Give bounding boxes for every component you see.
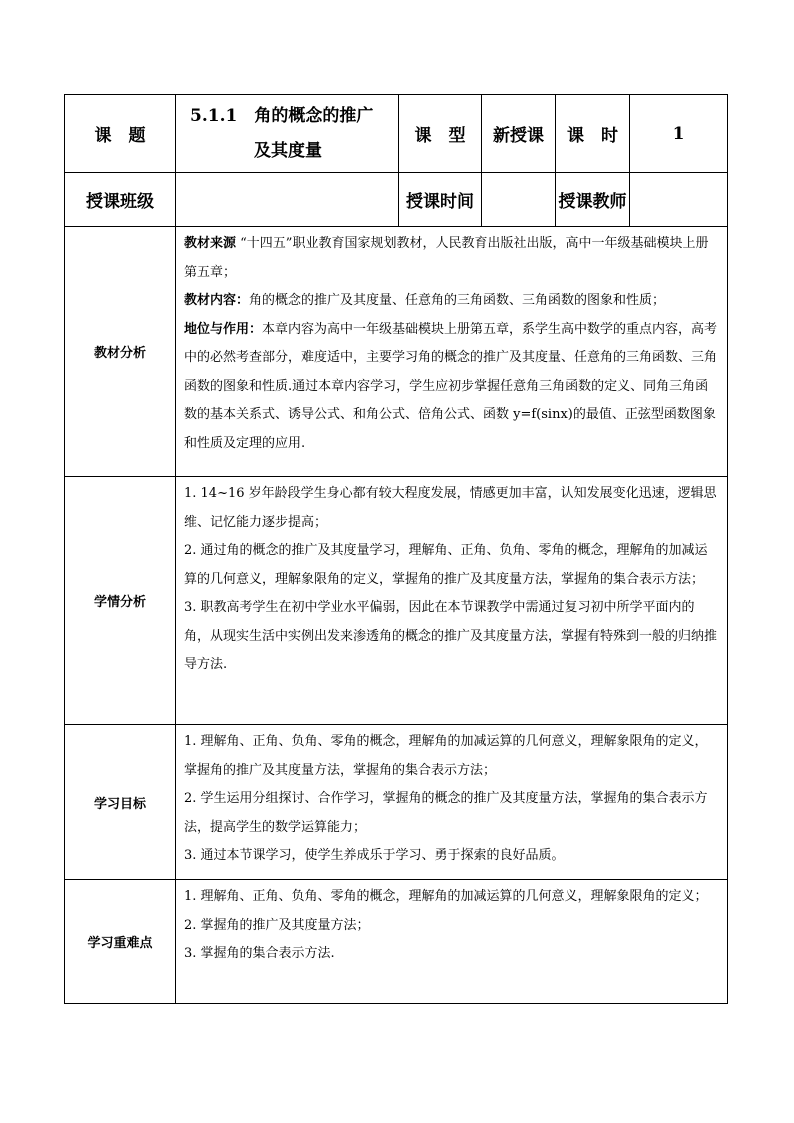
class-info-row — [65, 173, 728, 227]
lesson-plan-table — [64, 94, 728, 1004]
ke-xing-label: 课 型 — [399, 95, 482, 173]
teacher-value — [630, 173, 728, 227]
ke-shi-value: 1 — [630, 95, 728, 173]
objectives-row — [65, 725, 728, 880]
teacher-label: 授课教师 — [556, 173, 630, 227]
objective-item: 1. 理解角、正角、负角、零角的概念，理解角的加减运算的几何意义，理解象限角的定义，掌握角的推广及其度量方法，掌握角的集合表示方法； — [184, 734, 708, 778]
textbook-source-text: “十四五”职业教育国家规划教材，人民教育出版社出版，高中一年级基础模块上册第五章； — [184, 236, 709, 280]
class-value — [176, 173, 399, 227]
student-analysis-row — [65, 477, 728, 725]
textbook-role-text: 本章内容为高中一年级基础模块上册第五章，系学生高中数学的重点内容，高考中的必然考查部分，难度适中，主要学习角的概念的推广及其度量、任意角的三角函数、三角函数的图象和性质.通过本章内容学习，学生应初步掌握任意角三角函数的定义、同角三角函数的基本关系式、诱导公式、和角公式、倍角公式、函数 y=f(sinx)的最值、正弦型函数图象和性质及定理的应用. — [184, 321, 718, 451]
key-points-label: 学习重难点 — [65, 880, 176, 1004]
textbook-analysis-label: 教材分析 — [65, 227, 176, 477]
objective-item: 2. 学生运用分组探讨、合作学习，掌握角的概念的推广及其度量方法，掌握角的集合表示方法，提高学生的数学运算能力； — [184, 791, 708, 835]
objectives-label: 学习目标 — [65, 725, 176, 880]
ke-shi-label: 课 时 — [556, 95, 630, 173]
student-analysis-item: 2. 通过角的概念的推广及其度量学习，理解角、正角、负角、零角的概念，理解角的加减运算的几何意义，理解象限角的定义，掌握角的推广及其度量方法，掌握角的集合表示方法； — [184, 543, 708, 587]
textbook-role-label: 地位与作用： — [184, 321, 263, 337]
textbook-role — [184, 316, 719, 459]
textbook-content-label: 教材内容： — [184, 293, 250, 308]
class-label: 授课班级 — [65, 173, 176, 227]
textbook-analysis-row — [65, 227, 728, 477]
header-row — [65, 95, 728, 173]
key-point-item: 1. 理解角、正角、负角、零角的概念，理解角的加减运算的几何意义，理解象限角的定义； — [184, 889, 708, 904]
textbook-content — [184, 287, 719, 316]
student-analysis-item: 3. 职教高考学生在初中学业水平偏弱，因此在本节课教学中需通过复习初中所学平面内的角，从现实生活中实例出发来渗透角的概念的推广及其度量方法，掌握有特殊到一般的归纳推导方法. — [184, 600, 718, 672]
lesson-title-line1: 5.1.1 角的概念的推广 — [190, 105, 374, 126]
lesson-title — [176, 95, 399, 173]
objectives-content — [176, 725, 728, 880]
time-label: 授课时间 — [399, 173, 482, 227]
textbook-source-label: 教材来源 — [184, 236, 237, 251]
ke-xing-value: 新授课 — [482, 95, 556, 173]
textbook-analysis-content — [176, 227, 728, 477]
key-point-item: 3. 掌握角的集合表示方法. — [184, 946, 335, 961]
ke-ti-label: 课 题 — [65, 95, 176, 173]
student-analysis-label: 学情分析 — [65, 477, 176, 725]
key-point-item: 2. 掌握角的推广及其度量方法； — [184, 917, 370, 933]
textbook-source — [184, 230, 719, 287]
key-points-row — [65, 880, 728, 1004]
student-analysis-content — [176, 477, 728, 725]
key-points-content — [176, 880, 728, 1004]
student-analysis-item: 1. 14~16 岁年龄段学生身心都有较大程度发展，情感更加丰富，认知发展变化迅速，逻辑思维、记忆能力逐步提高； — [184, 486, 717, 530]
textbook-content-text: 角的概念的推广及其度量、任意角的三角函数、三角函数的图象和性质； — [249, 293, 666, 308]
objective-item: 3. 通过本节课学习，使学生养成乐于学习、勇于探索的良好品质。 — [184, 848, 565, 863]
lesson-title-line2: 及其度量 — [254, 140, 322, 161]
time-value — [482, 173, 556, 227]
